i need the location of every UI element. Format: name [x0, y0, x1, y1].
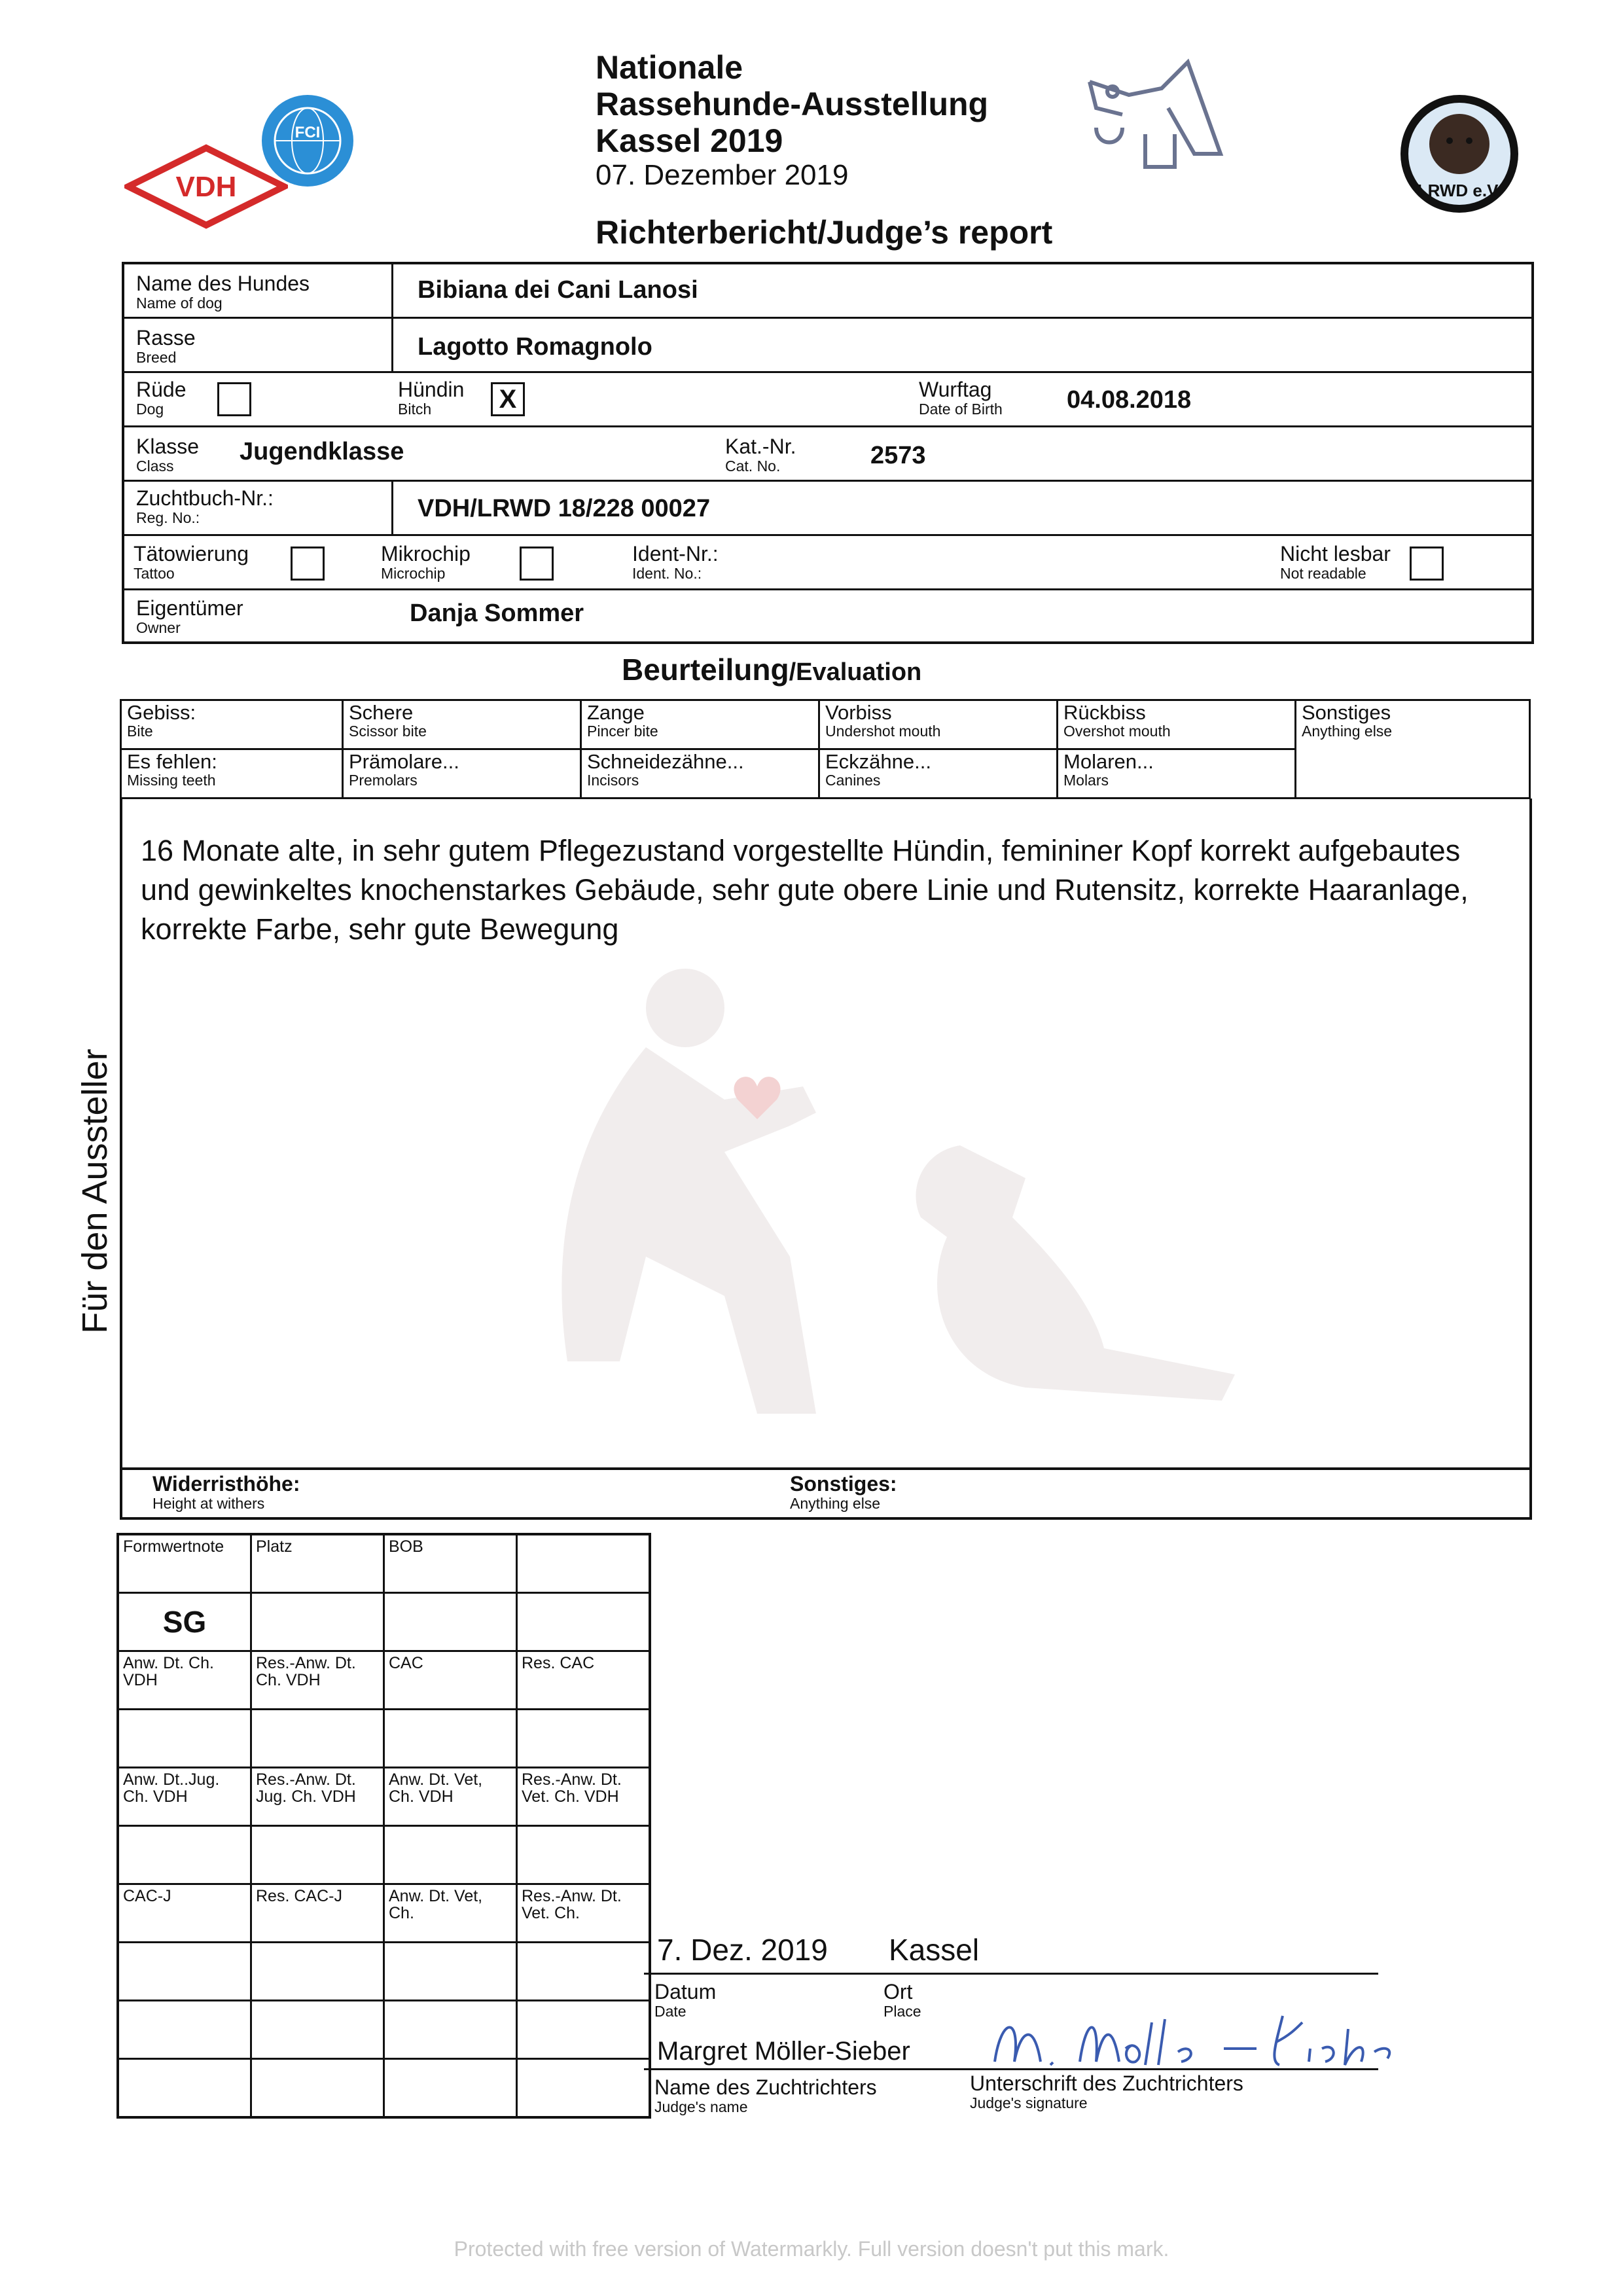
dog-head-logo — [1083, 56, 1227, 187]
grid-cell: Anw. Dt. Ch. VDH — [118, 1651, 251, 1710]
breed-label: Rasse Breed — [136, 326, 196, 366]
show-date: 07. Dezember 2019 — [596, 159, 849, 191]
bite-cell-sonstiges[interactable]: Sonstiges Anything else — [1296, 700, 1530, 798]
dob-label: Wurftag Date of Birth — [919, 378, 1003, 418]
grid-cell: CAC-J — [118, 1884, 251, 1943]
reg-value: VDH/LRWD 18/228 00027 — [418, 495, 711, 522]
grid-cell[interactable] — [384, 1943, 517, 2001]
bite-cell-rueckbiss[interactable]: Rückbiss Overshot mouth — [1058, 700, 1296, 749]
female-checkbox[interactable]: X — [491, 382, 525, 416]
fci-logo — [259, 92, 357, 190]
results-row — [118, 1768, 650, 1826]
grid-cell[interactable] — [517, 1826, 651, 1884]
grid-cell[interactable] — [384, 1826, 517, 1884]
dog-name: Bibiana dei Cani Lanosi — [418, 276, 698, 304]
grid-cell[interactable] — [118, 1943, 251, 2001]
grid-cell[interactable] — [251, 1593, 384, 1651]
bite-cell-gebiss[interactable]: Gebiss: Bite — [121, 700, 343, 749]
grid-cell: Res. CAC — [517, 1651, 651, 1710]
ident-label: Ident-Nr.: Ident. No.: — [632, 542, 719, 582]
missing-cell-incisors[interactable]: Schneidezähne... Incisors — [581, 749, 819, 798]
grid-cell: Res.-Anw. Dt. Vet. Ch. — [517, 1884, 651, 1943]
bite-cell-vorbiss[interactable]: Vorbiss Undershot mouth — [819, 700, 1058, 749]
grid-cell[interactable] — [517, 2059, 651, 2118]
grid-cell: Res.-Anw. Dt. Vet. Ch. VDH — [517, 1768, 651, 1826]
grid-cell[interactable] — [251, 1826, 384, 1884]
title-line-1: Nationale — [596, 49, 743, 86]
row-breed — [124, 319, 1531, 373]
judge-name: Margret Möller-Sieber — [657, 2037, 910, 2066]
dob-value: 04.08.2018 — [1067, 386, 1192, 414]
male-label: Rüde Dog — [136, 378, 187, 418]
grid-cell — [517, 1534, 651, 1593]
row-sex-dob — [124, 373, 1531, 427]
grid-cell[interactable] — [251, 2059, 384, 2118]
date-place-line — [644, 1973, 1378, 1975]
bite-cell-zange[interactable]: Zange Pincer bite — [581, 700, 819, 749]
bite-cell-schere[interactable]: Schere Scissor bite — [343, 700, 581, 749]
signature-label: Unterschrift des Zuchtrichters Judge's signature — [970, 2072, 1243, 2111]
row-reg — [124, 482, 1531, 536]
date-value: 7. Dez. 2019 — [657, 1933, 828, 1967]
grid-cell: Formwertnote — [118, 1534, 251, 1593]
dog-info-table — [122, 262, 1534, 644]
grade-value[interactable]: SG — [118, 1593, 251, 1651]
withers-label: Widerristhöhe: Height at withers — [152, 1472, 300, 1512]
grid-cell: Anw. Dt. Vet, Ch. VDH — [384, 1768, 517, 1826]
date-label: Datum Date — [654, 1980, 717, 2020]
row-owner — [124, 590, 1531, 641]
grid-cell[interactable] — [517, 1710, 651, 1768]
bite-table — [120, 699, 1531, 799]
cat-value: 2573 — [870, 442, 926, 469]
grid-cell[interactable] — [517, 2001, 651, 2059]
results-row — [118, 1826, 650, 1884]
watermark-text: Protected with free version of Watermarkly. Full version doesn't put this mark. — [454, 2237, 1169, 2261]
reg-label: Zuchtbuch-Nr.: Reg. No.: — [136, 486, 274, 526]
missing-cell-molars[interactable]: Molaren... Molars — [1058, 749, 1296, 798]
report-title: Richterbericht/Judge’s report — [596, 214, 1053, 251]
grid-cell[interactable] — [384, 2059, 517, 2118]
vdh-logo-text: VDH — [175, 171, 237, 203]
row-ident — [124, 536, 1531, 590]
chip-checkbox[interactable] — [520, 547, 554, 581]
results-row — [118, 1651, 650, 1710]
name-label: Name des Hundes Name of dog — [136, 272, 310, 312]
results-row — [118, 1534, 650, 1593]
class-value: Jugendklasse — [240, 438, 404, 465]
results-row — [118, 1884, 650, 1943]
bite-row — [121, 700, 1530, 749]
missing-cell-canines[interactable]: Eckzähne... Canines — [819, 749, 1058, 798]
results-grid — [116, 1533, 651, 2119]
grid-cell: Res.-Anw. Dt. Ch. VDH — [251, 1651, 384, 1710]
unreadable-label: Nicht lesbar Not readable — [1280, 542, 1391, 582]
tattoo-checkbox[interactable] — [291, 547, 325, 581]
grid-cell[interactable] — [251, 1943, 384, 2001]
results-row — [118, 1943, 650, 2001]
evaluation-text: 16 Monate alte, in sehr gutem Pflegezustand vorgestellte Hündin, femininer Kopf korrekt aufgebautes und gewinkeltes knochenstarkes Gebäude, sehr gute obere Linie und Rutensitz, korrekte Haaranlage, korrekte Farbe, sehr gute Bewegung — [141, 834, 1469, 946]
evaluation-title: Beurteilung/Evaluation — [622, 653, 922, 687]
grid-cell[interactable] — [517, 1593, 651, 1651]
grid-cell[interactable] — [384, 1593, 517, 1651]
grid-cell[interactable] — [118, 2059, 251, 2118]
background-silhouette — [450, 956, 1300, 1453]
evaluation-text-area — [120, 798, 1532, 1470]
grid-cell[interactable] — [118, 2001, 251, 2059]
grid-cell[interactable] — [517, 1943, 651, 2001]
results-row — [118, 2059, 650, 2118]
results-row — [118, 1710, 650, 1768]
results-row — [118, 1593, 650, 1651]
grid-cell[interactable] — [251, 2001, 384, 2059]
missing-cell-label: Es fehlen: Missing teeth — [121, 749, 343, 798]
row-class — [124, 427, 1531, 482]
grid-cell[interactable] — [251, 1710, 384, 1768]
dog-breed: Lagotto Romagnolo — [418, 333, 652, 361]
title-line-2: Rassehunde-Ausstellung — [596, 86, 989, 122]
show-title — [596, 49, 988, 192]
class-label: Klasse Class — [136, 435, 200, 475]
grid-cell: Res. CAC-J — [251, 1884, 384, 1943]
owner-value: Danja Sommer — [410, 600, 584, 627]
fci-logo-text: FCI — [294, 124, 321, 141]
lrwd-logo — [1397, 92, 1522, 216]
judge-line — [644, 2068, 1378, 2070]
unreadable-checkbox[interactable] — [1410, 547, 1444, 581]
grid-cell[interactable] — [118, 1826, 251, 1884]
place-label: Ort Place — [883, 1980, 921, 2020]
grid-cell: BOB — [384, 1534, 517, 1593]
title-line-3: Kassel 2019 — [596, 122, 783, 159]
withers-row — [120, 1470, 1532, 1520]
grid-cell: CAC — [384, 1651, 517, 1710]
grid-cell: Platz — [251, 1534, 384, 1593]
grid-cell[interactable] — [118, 1710, 251, 1768]
cat-label: Kat.-Nr. Cat. No. — [725, 435, 796, 475]
owner-label: Eigentümer Owner — [136, 596, 243, 636]
missing-cell-premolars[interactable]: Prämolare... Premolars — [343, 749, 581, 798]
other-label: Sonstiges: Anything else — [790, 1472, 897, 1512]
chip-label: Mikrochip Microchip — [381, 542, 471, 582]
results-row — [118, 2001, 650, 2059]
grid-cell: Res.-Anw. Dt. Jug. Ch. VDH — [251, 1768, 384, 1826]
place-value: Kassel — [889, 1933, 980, 1967]
female-label: Hündin Bitch — [398, 378, 465, 418]
exhibitor-side-label: Für den Aussteller — [75, 1049, 115, 1334]
male-checkbox[interactable] — [217, 382, 251, 416]
judge-label: Name des Zuchtrichters Judge's name — [654, 2075, 877, 2115]
row-name — [124, 264, 1531, 319]
lrwd-logo-text: LRWD e.V. — [1417, 181, 1502, 200]
grid-cell[interactable] — [384, 2001, 517, 2059]
grid-cell: Anw. Dt. Vet, Ch. — [384, 1884, 517, 1943]
tattoo-label: Tätowierung Tattoo — [134, 542, 249, 582]
grid-cell: Anw. Dt..Jug. Ch. VDH — [118, 1768, 251, 1826]
grid-cell[interactable] — [384, 1710, 517, 1768]
